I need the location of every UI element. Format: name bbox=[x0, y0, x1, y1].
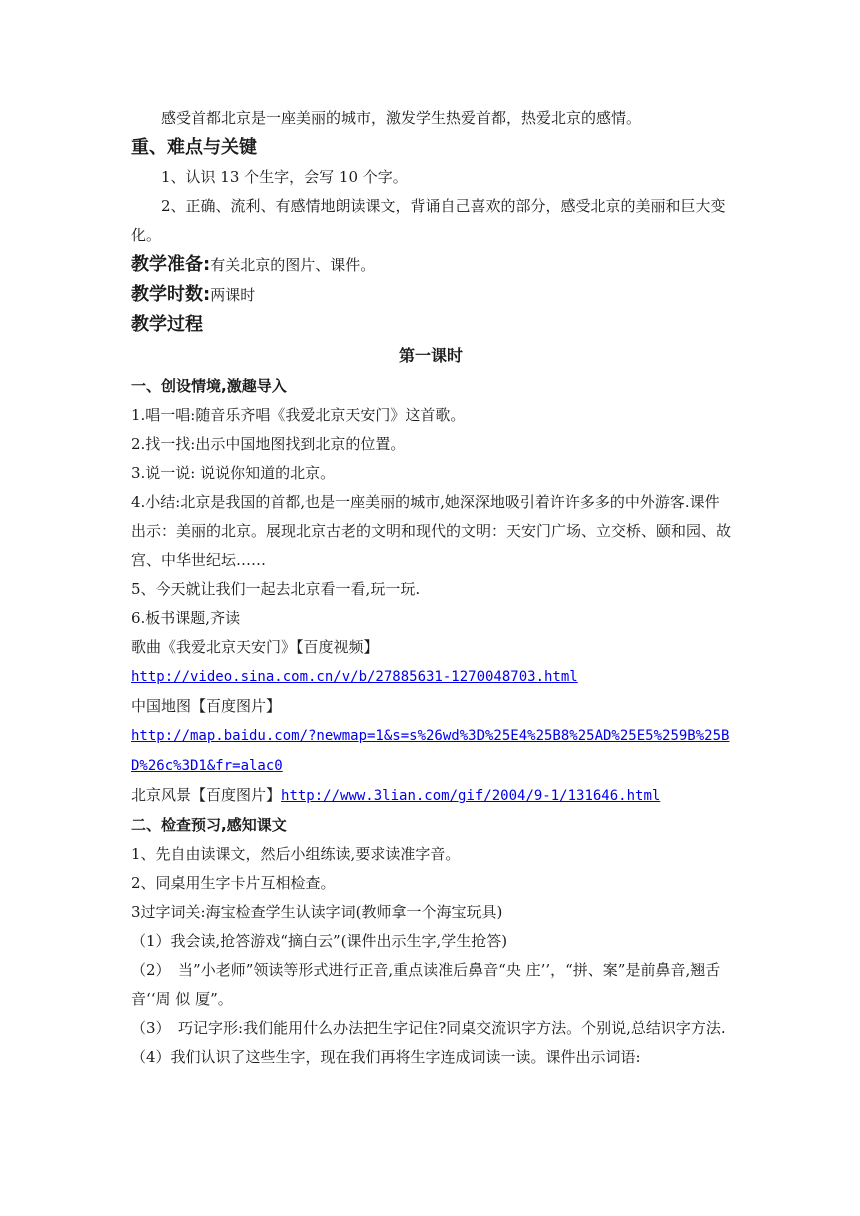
intro-paragraph: 感受首都北京是一座美丽的城市，激发学生热爱首都，热爱北京的感情。 bbox=[161, 109, 642, 127]
section2-item: （3） 巧记字形:我们能用什么办法把生字记住?同桌交流识字方法。个别说,总结识字方法. bbox=[131, 1019, 726, 1037]
section2-item: 3过字词关:海宝检查学生认读字词(教师拿一个海宝玩具) bbox=[131, 903, 503, 921]
section2-item: （4）我们认识了这些生字，现在我们再将生字连成词读一读。课件出示词语: bbox=[131, 1048, 641, 1066]
song-label: 歌曲《我爱北京天安门》【百度视频】 bbox=[131, 638, 379, 656]
lesson-title: 第一课时 bbox=[398, 346, 463, 365]
preparation-line bbox=[131, 250, 731, 280]
key-points-heading: 重、难点与关键 bbox=[131, 137, 257, 158]
section1-item: 1.唱一唱:随音乐齐唱《我爱北京天安门》这首歌。 bbox=[131, 406, 466, 424]
scenery-label: 北京风景【百度图片】 bbox=[131, 786, 282, 804]
map-label: 中国地图【百度图片】 bbox=[131, 697, 282, 715]
document-page bbox=[131, 104, 731, 1072]
preparation-value: 有关北京的图片、课件。 bbox=[210, 256, 376, 274]
section1-item: 6.板书课题,齐读 bbox=[131, 609, 241, 627]
hours-value: 两课时 bbox=[210, 286, 256, 304]
song-link[interactable]: http://video.sina.com.cn/v/b/27885631-1270048703.html bbox=[131, 669, 578, 685]
section1-item: 5、今天就让我们一起去北京看一看,玩一玩. bbox=[131, 580, 421, 598]
hours-line bbox=[131, 280, 731, 310]
scenery-line bbox=[131, 781, 731, 811]
scenery-link[interactable]: http://www.3lian.com/gif/2004/9-1/131646.html bbox=[281, 788, 661, 804]
preparation-label: 教学准备: bbox=[131, 254, 211, 275]
section2-item: （1）我会读,抢答游戏“摘白云”(课件出示生字,学生抢答) bbox=[131, 932, 508, 950]
section1-item: 4.小结:北京是我国的首都,也是一座美丽的城市,她深深地吸引着许许多多的中外游客.课件出示：美丽的北京。展现北京古老的文明和现代的文明：天安门广场、立交桥、颐和园、故宫、中华世纪坛…… bbox=[131, 493, 732, 569]
section2-item: 2、同桌用生字卡片互相检查。 bbox=[131, 874, 336, 892]
section2-item: （2） 当”小老师”领读等形式进行正音,重点读准后鼻音“央 庄’’，“拼、案”是前鼻音,翘舌音‘‘周 似 厦”。 bbox=[131, 961, 721, 1008]
process-heading: 教学过程 bbox=[131, 314, 203, 335]
section1-heading: 一、创设情境,激趣导入 bbox=[131, 377, 287, 395]
key-point-item: 2、正确、流利、有感情地朗读课文，背诵自己喜欢的部分，感受北京的美丽和巨大变化。 bbox=[131, 197, 726, 244]
key-point-item: 1、认识 13 个生字，会写 10 个字。 bbox=[161, 168, 408, 186]
map-link[interactable]: http://map.baidu.com/?newmap=1&s=s%26wd%3D%25E4%25B8%25AD%25E5%259B%25BD%26c%3D1&fr=alac0 bbox=[131, 728, 730, 774]
section1-item: 3.说一说: 说说你知道的北京。 bbox=[131, 464, 336, 482]
section2-item: 1、先自由读课文，然后小组练读,要求读准字音。 bbox=[131, 845, 461, 863]
section2-heading: 二、检查预习,感知课文 bbox=[131, 816, 287, 834]
hours-label: 教学时数: bbox=[131, 284, 211, 305]
section1-item: 2.找一找:出示中国地图找到北京的位置。 bbox=[131, 435, 406, 453]
